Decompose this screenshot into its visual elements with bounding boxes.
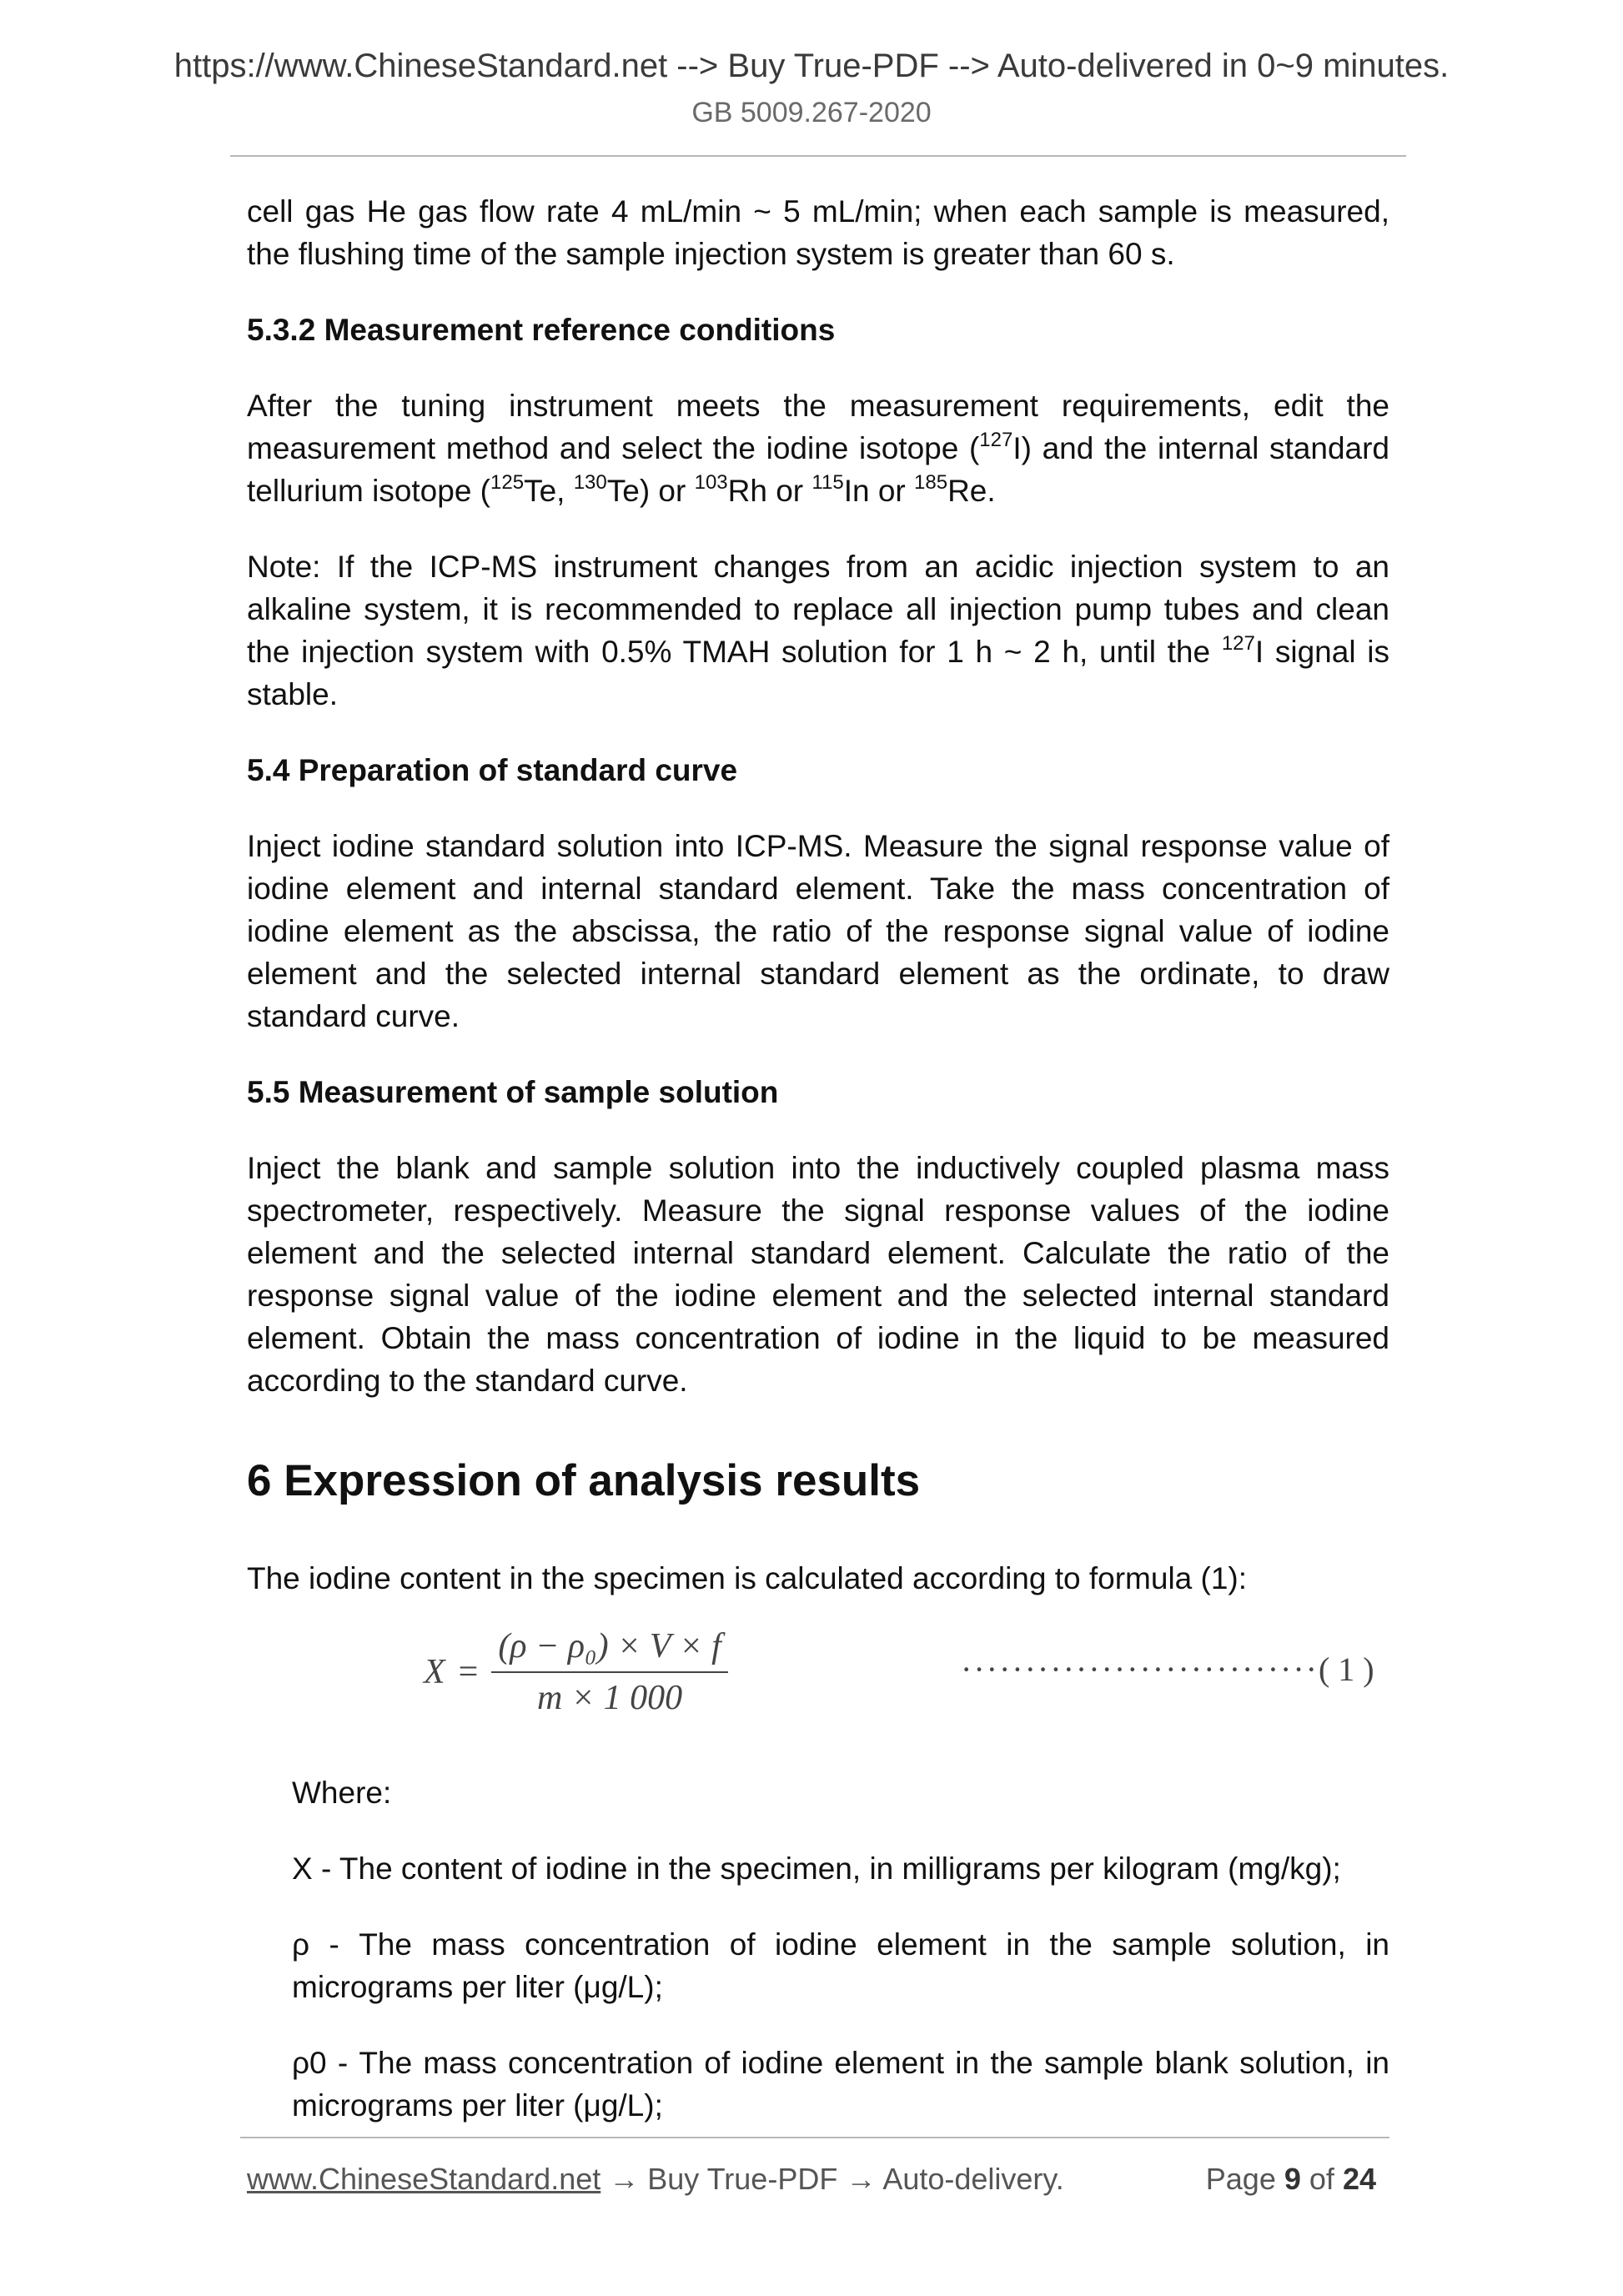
- text-run: Te) or: [606, 474, 695, 508]
- formula: [424, 1618, 728, 1726]
- text-run: Rh or: [727, 474, 812, 508]
- superscript: 127: [1221, 632, 1255, 655]
- paragraph-cell-gas: cell gas He gas flow rate 4 mL/min ~ 5 mL/min; when each sample is measured, the flushing time of the sample injection system is greater than 60 s.: [247, 194, 1389, 271]
- superscript: 125: [490, 471, 525, 494]
- text-run: Te,: [524, 474, 574, 508]
- formula-denominator: m × 1 000: [536, 1679, 683, 1717]
- leader-dots: ····························: [961, 1650, 1319, 1688]
- header-banner[interactable]: https://www.ChineseStandard.net --> Buy True-PDF --> Auto-delivered in 0~9 minutes.: [173, 48, 1450, 84]
- where-label: Where:: [292, 1776, 392, 1810]
- superscript: 130: [573, 471, 607, 494]
- section-5-3-2-heading: 5.3.2 Measurement reference conditions: [247, 313, 836, 347]
- formula-numerator: (ρ − ρ₀) × V × f: [498, 1627, 721, 1665]
- definition-x: X - The content of iodine in the specimen, in milligrams per kilogram (mg/kg);: [292, 1851, 1341, 1886]
- page-counter: [1206, 2158, 1376, 2200]
- page-content: [247, 190, 1389, 2160]
- of-label: of: [1309, 2162, 1334, 2196]
- text-run: Re.: [947, 474, 996, 508]
- standard-number: GB 5009.267-2020: [691, 97, 932, 128]
- footer-divider: [240, 2137, 1389, 2138]
- paragraph-formula-intro: The iodine content in the specimen is calculated according to formula (1):: [247, 1561, 1248, 1595]
- superscript: 185: [914, 471, 948, 494]
- text-run: I signal is stable.: [247, 635, 1389, 711]
- section-5-4-heading: 5.4 Preparation of standard curve: [247, 753, 738, 787]
- page-label: Page: [1205, 2162, 1276, 2196]
- paragraph-sample-measurement: Inject the blank and sample solution into the inductively coupled plasma mass spectrometer, respectively. Measure the signal response values of the iodine element and the selected internal standard element. Calculate the ratio of the response signal value of the iodine element and the selected internal standard element. Obtain the mass concentration of iodine in the liquid to be measured according to the standard curve.: [247, 1151, 1389, 1398]
- superscript: 115: [812, 471, 844, 494]
- text-run: In or: [843, 474, 915, 508]
- formula-equals: =: [458, 1653, 479, 1691]
- footer-promo: [247, 2158, 1064, 2200]
- paragraph-standard-curve: Inject iodine standard solution into ICP-MS. Measure the signal response value of iodine element and internal standard element. Take the mass concentration of iodine element as the abscissa, the ratio of the response signal value of iodine element and the selected internal standard element as the ordinate, to draw standard curve.: [247, 829, 1389, 1033]
- formula-number: [961, 1650, 1374, 1689]
- footer-tail: → Buy True-PDF → Auto-delivery.: [600, 2162, 1064, 2196]
- header-divider: [230, 155, 1406, 157]
- text-run: Note: If the ICP-MS instrument changes from an acidic injection system to an alkaline system, it is recommended to replace all injection pump tubes and clean the injection system with 0.5% TMAH solution for 1 h ~ 2 h, until the: [247, 550, 1389, 669]
- paragraph-isotopes: [247, 384, 1389, 512]
- formula-fraction: [491, 1626, 727, 1718]
- superscript: 103: [694, 471, 728, 494]
- formula-lhs: X: [424, 1653, 445, 1691]
- definition-rho: ρ - The mass concentration of iodine element in the sample solution, in micrograms per liter (μg/L);: [292, 1927, 1389, 2004]
- page-number: 9: [1284, 2162, 1301, 2196]
- formula-label: ( 1 ): [1318, 1650, 1374, 1688]
- note-paragraph: [247, 545, 1389, 716]
- section-5-5-heading: 5.5 Measurement of sample solution: [247, 1075, 779, 1109]
- page-total: 24: [1342, 2162, 1376, 2196]
- definition-rho0: ρ0 - The mass concentration of iodine element in the sample blank solution, in micrograms per liter (μg/L);: [292, 2046, 1389, 2123]
- superscript: 127: [979, 429, 1013, 451]
- text-run: After the tuning instrument meets the measurement requirements, edit the measurement method and select the iodine isotope (: [247, 389, 1389, 465]
- page-header: [0, 43, 1623, 132]
- chapter-6-heading: 6 Expression of analysis results: [247, 1456, 921, 1505]
- formula-block: [247, 1618, 1389, 1743]
- text-run: I) and the internal standard tellurium isotope (: [247, 431, 1389, 508]
- footer-site-link[interactable]: www.ChineseStandard.net: [247, 2162, 601, 2196]
- variable-definitions: [247, 1771, 1389, 2127]
